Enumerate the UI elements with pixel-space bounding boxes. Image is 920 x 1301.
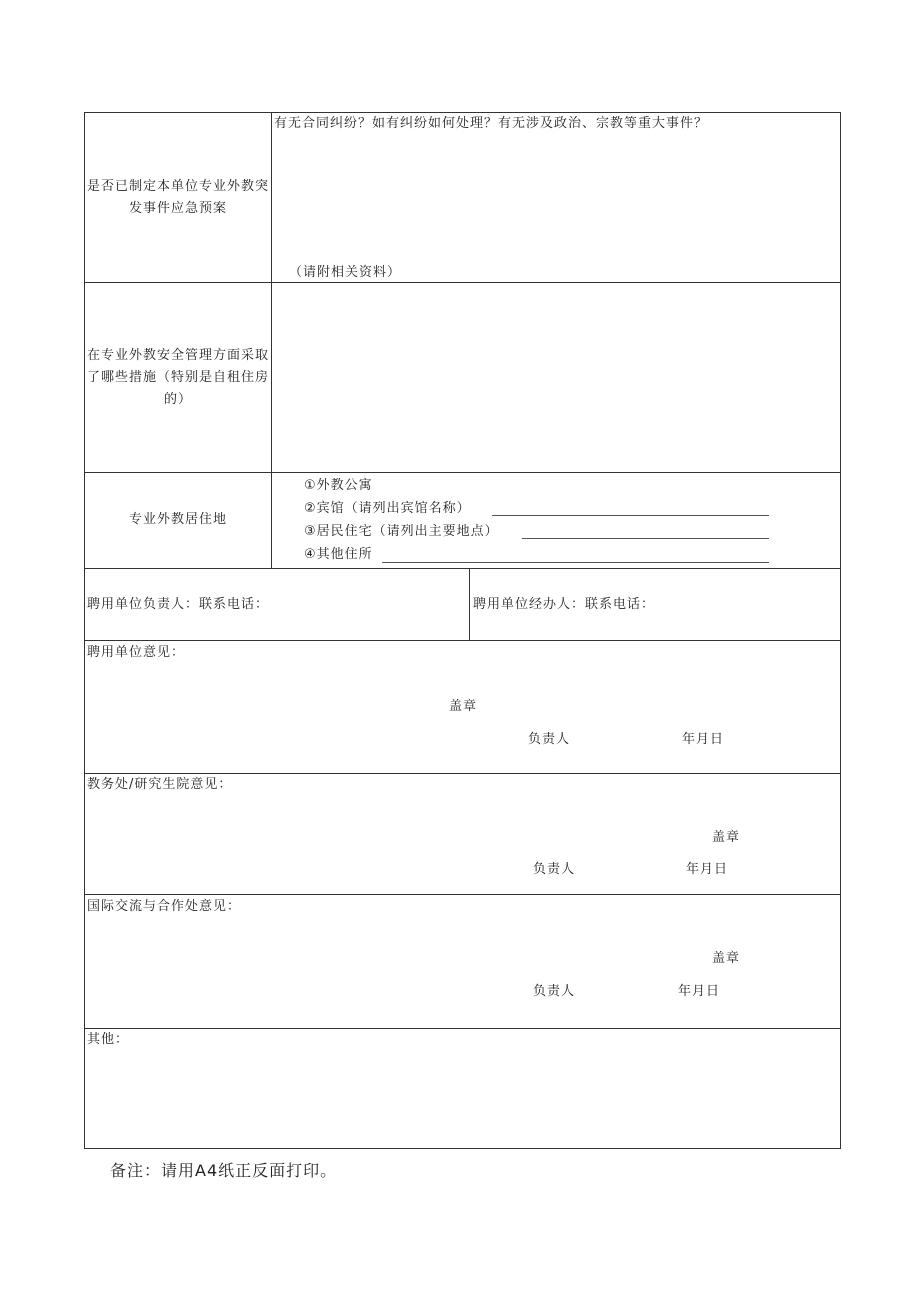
residence-label: 专业外教居住地 (128, 512, 227, 527)
footer-note: 备注：请用A4纸正反面打印。 (110, 1161, 338, 1180)
row-divider (84, 894, 841, 895)
table-border-right (840, 112, 841, 1149)
intl-opinion-seal: 盖章 (712, 951, 741, 966)
unit-opinion-title: 聘用单位意见： (87, 645, 186, 660)
unit-opinion-person: 负责人 (528, 732, 571, 747)
intl-opinion-person: 负责人 (533, 984, 576, 999)
residence-option-house: ③居民住宅（请列出主要地点） (304, 524, 499, 539)
safety-measures-answer-area[interactable] (272, 283, 840, 472)
unit-handler-contact: 聘用单位经办人：联系电话： (473, 597, 656, 612)
table-border-bottom (84, 1148, 841, 1149)
row-divider (84, 640, 841, 641)
emergency-plan-answer-area[interactable] (272, 136, 840, 256)
other-title: 其他： (87, 1032, 130, 1047)
unit-opinion-date: 年月日 (682, 732, 725, 747)
other-residence-field[interactable] (382, 562, 769, 563)
unit-opinion-seal: 盖章 (449, 699, 478, 714)
hotel-name-field[interactable] (492, 515, 769, 516)
emergency-plan-attach-note: （请附相关资料） (289, 265, 402, 280)
row-divider (84, 773, 841, 774)
emergency-plan-label: 是否已制定本单位专业外教突发事件应急预案 (86, 179, 269, 216)
residence-option-hotel: ②宾馆（请列出宾馆名称） (304, 501, 471, 516)
academic-opinion-person: 负责人 (533, 862, 576, 877)
intl-opinion-date: 年月日 (678, 984, 721, 999)
academic-opinion-seal: 盖章 (712, 830, 741, 845)
emergency-plan-question: 有无合同纠纷？如有纠纷如何处理？有无涉及政治、宗教等重大事件？ (274, 116, 709, 131)
house-location-field[interactable] (522, 538, 769, 539)
contacts-column-divider (469, 568, 470, 641)
row-divider (84, 472, 841, 473)
residence-option-other: ④其他住所 (304, 547, 373, 562)
table-border-top (84, 112, 841, 113)
academic-opinion-title: 教务处/研究生院意见： (87, 777, 233, 792)
row-divider (84, 568, 841, 569)
other-answer-area[interactable] (86, 1050, 839, 1146)
unit-head-contact: 聘用单位负责人：联系电话： (87, 597, 270, 612)
row-divider (84, 1028, 841, 1029)
safety-measures-label: 在专业外教安全管理方面采取了哪些措施（特别是自租住房的） (86, 348, 269, 407)
academic-opinion-date: 年月日 (686, 862, 729, 877)
intl-opinion-title: 国际交流与合作处意见： (87, 899, 242, 914)
residence-option-apartment: ①外教公寓 (304, 478, 373, 493)
table-border-left (84, 112, 85, 1149)
